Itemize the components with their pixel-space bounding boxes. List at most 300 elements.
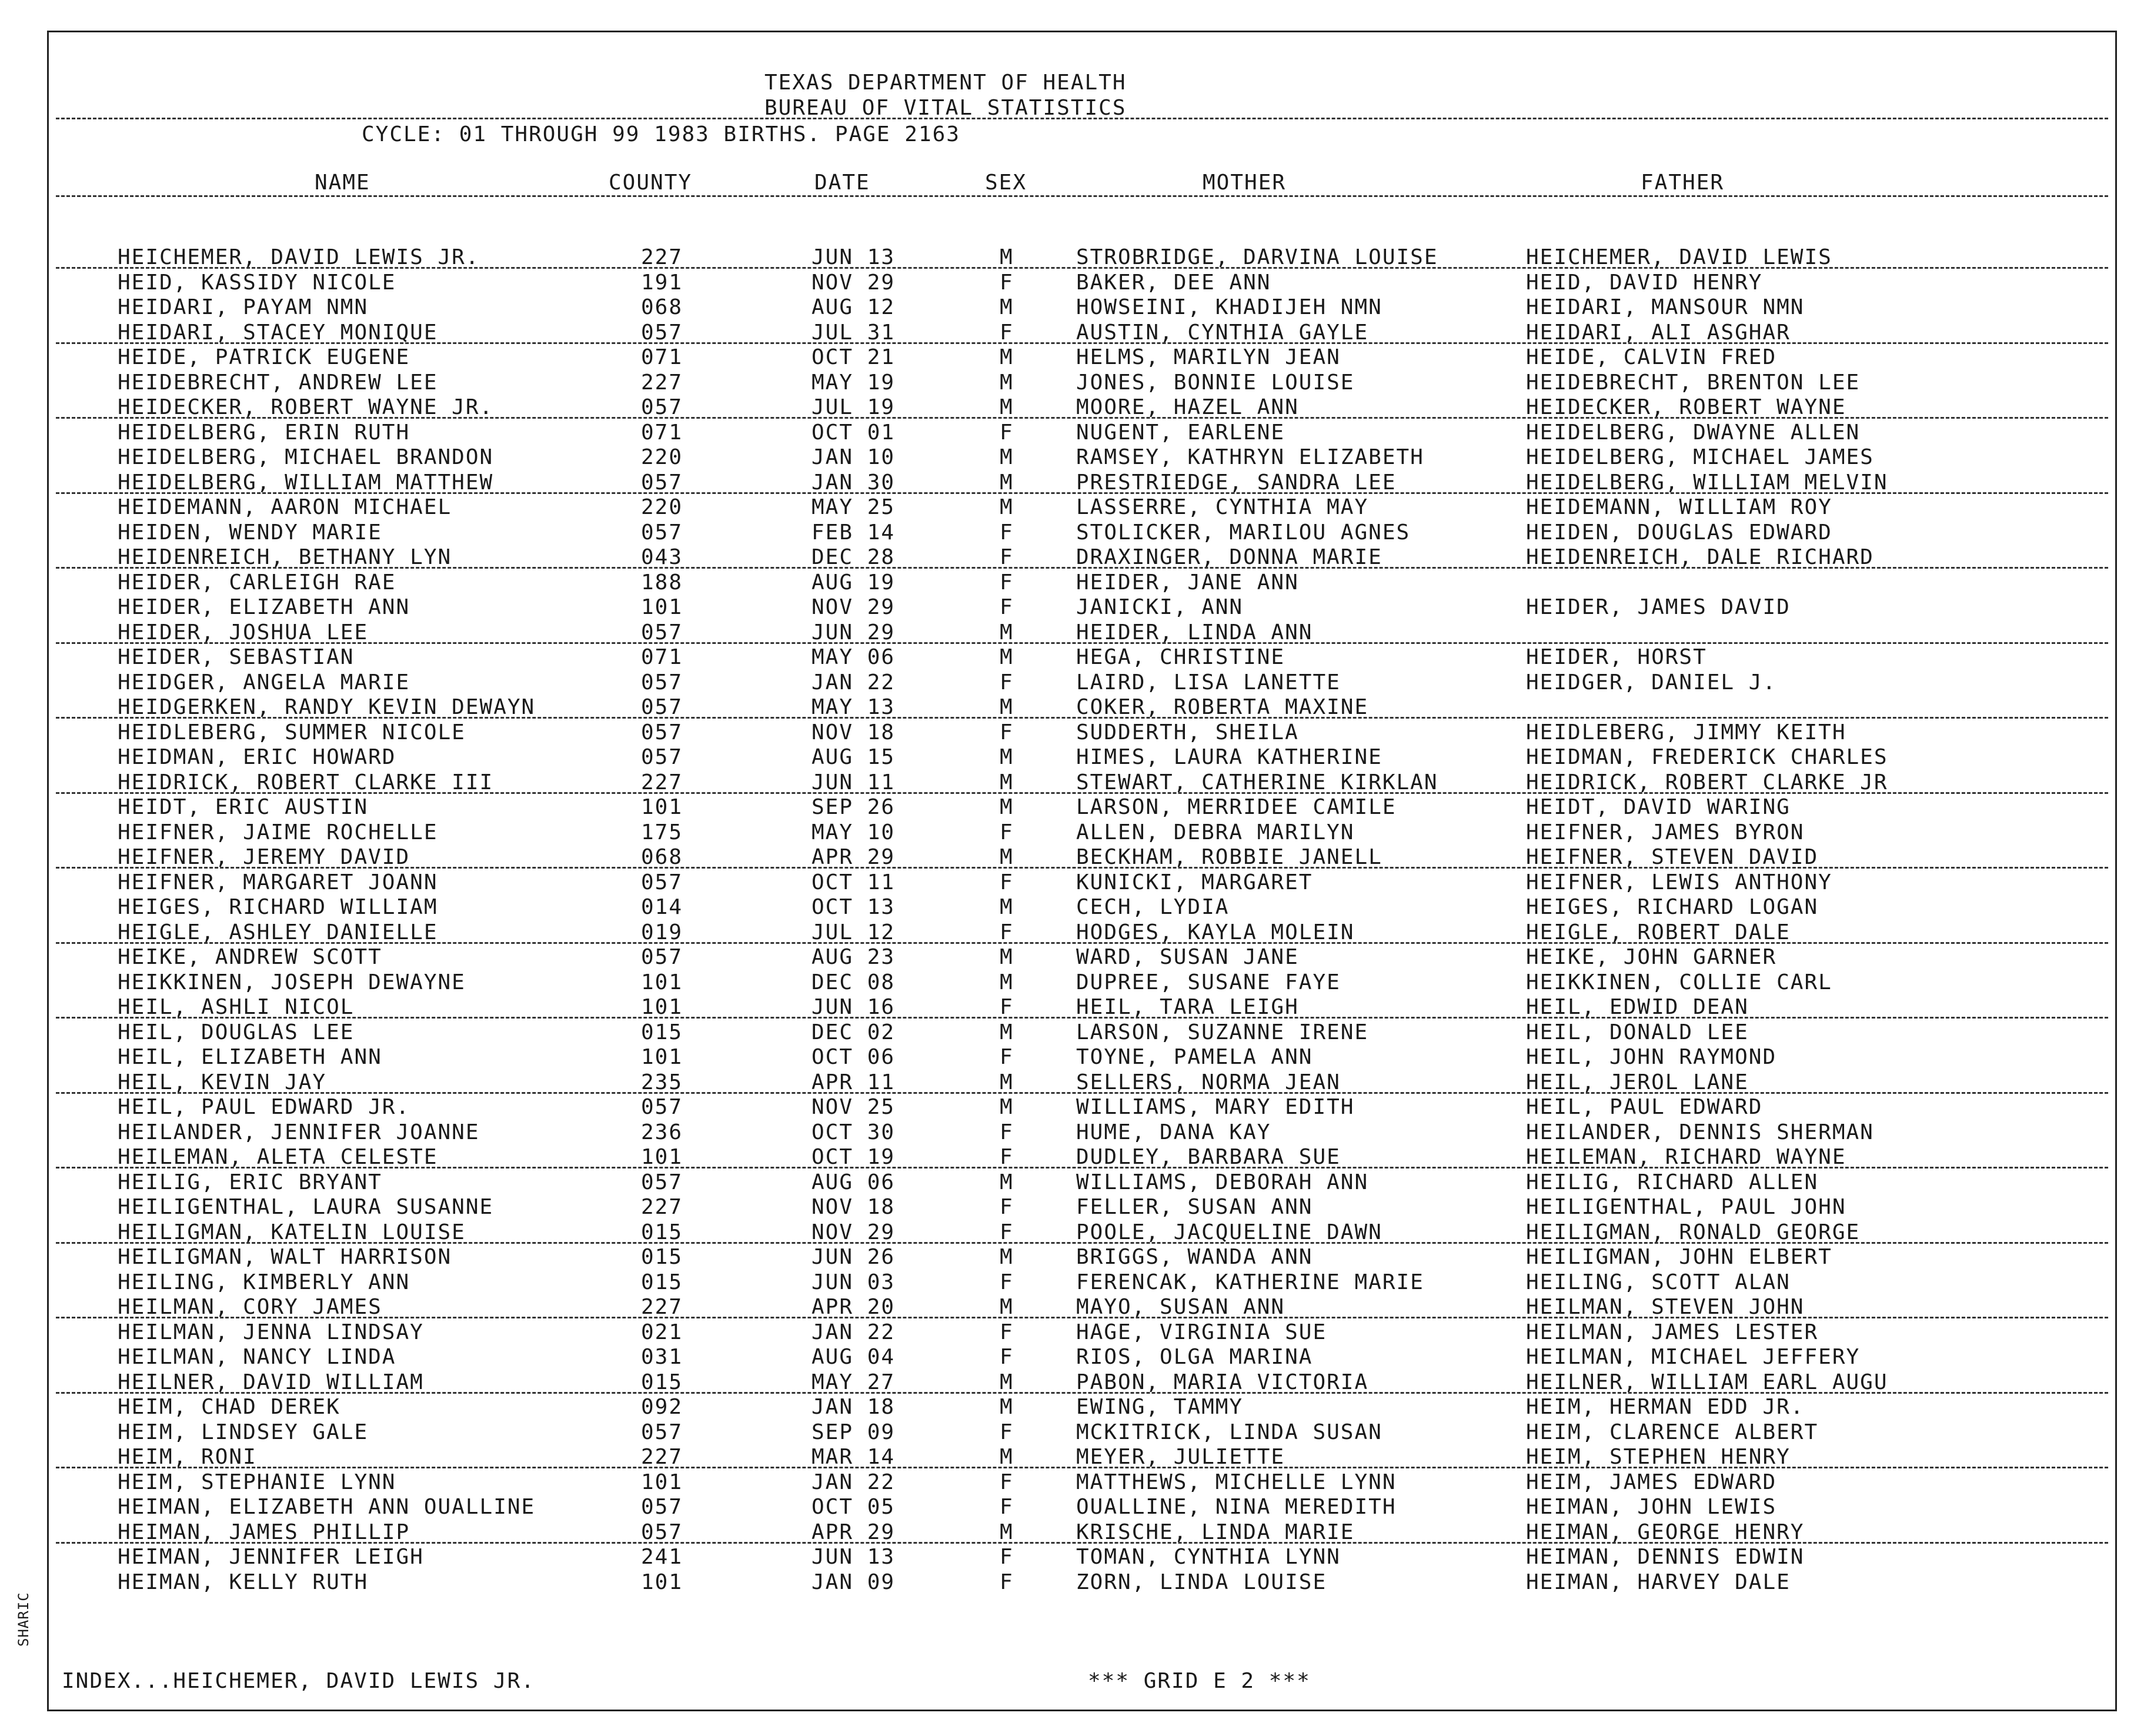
cell-mother: SUDDERTH, SHEILA — [1076, 720, 1299, 745]
table-row — [0, 1371, 2154, 1396]
cell-father: HEIDARI, ALI ASGHAR — [1526, 320, 1791, 345]
cell-mother: AUSTIN, CYNTHIA GAYLE — [1076, 320, 1369, 345]
cell-date: OCT 01 — [811, 420, 896, 445]
cell-date: AUG 06 — [811, 1170, 896, 1194]
table-row — [0, 721, 2154, 746]
cell-name: HEIDELBERG, WILLIAM MATTHEW — [118, 470, 494, 495]
cell-county: 057 — [641, 395, 683, 419]
table-row — [0, 1545, 2154, 1571]
cell-name: HEIL, ELIZABETH ANN — [118, 1045, 382, 1069]
cell-father: HEIDRICK, ROBERT CLARKE JR — [1526, 770, 1888, 794]
cell-county: 227 — [641, 370, 683, 395]
cell-mother: ZORN, LINDA LOUISE — [1076, 1570, 1327, 1594]
cell-name: HEIDLEBERG, SUMMER NICOLE — [118, 720, 466, 745]
cell-date: MAR 14 — [811, 1445, 896, 1469]
cell-mother: BAKER, DEE ANN — [1076, 270, 1271, 295]
cell-name: HEIDT, ERIC AUSTIN — [118, 795, 369, 819]
cell-county: 227 — [641, 245, 683, 269]
cell-sex: F — [1000, 270, 1014, 295]
table-row — [0, 1196, 2154, 1221]
cell-mother: HEIDER, LINDA ANN — [1076, 620, 1313, 645]
cell-mother: FELLER, SUSAN ANN — [1076, 1195, 1313, 1219]
cell-father: HEILEMAN, RICHARD WAYNE — [1526, 1145, 1846, 1169]
cell-county: 057 — [641, 1495, 683, 1519]
table-row — [0, 671, 2154, 696]
cell-date: MAY 13 — [811, 695, 896, 719]
cell-county: 227 — [641, 1195, 683, 1219]
cell-mother: NUGENT, EARLENE — [1076, 420, 1285, 445]
cell-mother: WARD, SUSAN JANE — [1076, 945, 1299, 969]
cell-county: 057 — [641, 1420, 683, 1444]
cell-county: 188 — [641, 570, 683, 595]
table-row — [0, 546, 2154, 571]
table-row — [0, 246, 2154, 271]
cell-sex: F — [1000, 320, 1014, 345]
cell-mother: HIMES, LAURA KATHERINE — [1076, 745, 1382, 769]
cell-sex: M — [1000, 445, 1014, 469]
table-row — [0, 1571, 2154, 1596]
cell-sex: M — [1000, 295, 1014, 319]
cell-name: HEIDRICK, ROBERT CLARKE III — [118, 770, 494, 794]
cell-father: HEIDGER, DANIEL J. — [1526, 670, 1777, 695]
cell-father: HEIM, CLARENCE ALBERT — [1526, 1420, 1819, 1444]
cell-father: HEIGLE, ROBERT DALE — [1526, 920, 1791, 944]
cell-county: 057 — [641, 945, 683, 969]
cell-sex: M — [1000, 1520, 1014, 1544]
cell-mother: OUALLINE, NINA MEREDITH — [1076, 1495, 1397, 1519]
side-label: SHARIC — [15, 1592, 32, 1647]
cell-sex: F — [1000, 1045, 1014, 1069]
cell-father: HEILNER, WILLIAM EARL AUGU — [1526, 1370, 1888, 1394]
cell-date: MAY 06 — [811, 645, 896, 669]
cell-county: 057 — [641, 720, 683, 745]
cell-date: FEB 14 — [811, 520, 896, 545]
cycle-line: CYCLE: 01 THROUGH 99 1983 BIRTHS. PAGE 2163 — [362, 122, 960, 146]
cell-mother: HUME, DANA KAY — [1076, 1120, 1271, 1144]
table-row — [0, 1296, 2154, 1321]
table-row — [0, 1521, 2154, 1546]
cell-father: HEIM, STEPHEN HENRY — [1526, 1445, 1791, 1469]
cell-mother: DUDLEY, BARBARA SUE — [1076, 1145, 1341, 1169]
col-header-mother: MOTHER — [1203, 171, 1287, 195]
cell-father: HEIKE, JOHN GARNER — [1526, 945, 1777, 969]
cell-county: 057 — [641, 470, 683, 495]
cell-mother: HAGE, VIRGINIA SUE — [1076, 1320, 1327, 1344]
cell-name: HEIDENREICH, BETHANY LYN — [118, 545, 452, 569]
cell-date: OCT 11 — [811, 870, 896, 894]
cell-date: APR 29 — [811, 1520, 896, 1544]
table-row — [0, 821, 2154, 846]
cell-date: OCT 13 — [811, 895, 896, 919]
cell-county: 015 — [641, 1220, 683, 1244]
col-header-name: NAME — [315, 171, 370, 195]
table-row — [0, 1171, 2154, 1196]
cell-father: HEILING, SCOTT ALAN — [1526, 1270, 1791, 1294]
cell-name: HEIDMAN, ERIC HOWARD — [118, 745, 396, 769]
cell-sex: F — [1000, 1545, 1014, 1569]
cell-mother: WILLIAMS, DEBORAH ANN — [1076, 1170, 1369, 1194]
table-row — [0, 846, 2154, 871]
cell-county: 101 — [641, 970, 683, 994]
cell-date: JUN 26 — [811, 1245, 896, 1269]
cell-county: 015 — [641, 1245, 683, 1269]
cell-county: 057 — [641, 1520, 683, 1544]
table-row — [0, 1421, 2154, 1446]
cell-sex: F — [1000, 720, 1014, 745]
cell-name: HEIL, DOUGLAS LEE — [118, 1020, 355, 1044]
table-row — [0, 996, 2154, 1021]
cell-county: 068 — [641, 295, 683, 319]
cell-county: 101 — [641, 995, 683, 1019]
cell-father: HEIMAN, GEORGE HENRY — [1526, 1520, 1805, 1544]
cell-father: HEIDELBERG, MICHAEL JAMES — [1526, 445, 1874, 469]
table-row — [0, 296, 2154, 321]
cell-father: HEIDT, DAVID WARING — [1526, 795, 1791, 819]
cell-county: 101 — [641, 1045, 683, 1069]
table-row — [0, 321, 2154, 346]
cell-father: HEIFNER, JAMES BYRON — [1526, 820, 1805, 844]
cell-sex: F — [1000, 420, 1014, 445]
cell-sex: M — [1000, 745, 1014, 769]
cell-sex: F — [1000, 820, 1014, 844]
table-row — [0, 1321, 2154, 1346]
col-header-county: COUNTY — [609, 171, 693, 195]
cell-sex: M — [1000, 1370, 1014, 1394]
table-row — [0, 1445, 2154, 1471]
cell-county: 220 — [641, 495, 683, 519]
cell-mother: WILLIAMS, MARY EDITH — [1076, 1095, 1355, 1119]
cell-sex: M — [1000, 620, 1014, 645]
cell-father: HEIDMAN, FREDERICK CHARLES — [1526, 745, 1888, 769]
cell-father: HEIL, JEROL LANE — [1526, 1070, 1749, 1094]
cell-father: HEIMAN, DENNIS EDWIN — [1526, 1545, 1805, 1569]
table-row — [0, 1271, 2154, 1296]
cell-name: HEILMAN, NANCY LINDA — [118, 1345, 396, 1369]
cell-father: HEIDELBERG, WILLIAM MELVIN — [1526, 470, 1888, 495]
cell-father: HEIL, DONALD LEE — [1526, 1020, 1749, 1044]
cell-date: JUN 29 — [811, 620, 896, 645]
cell-father: HEIDECKER, ROBERT WAYNE — [1526, 395, 1846, 419]
table-row — [0, 746, 2154, 771]
cell-mother: LARSON, SUZANNE IRENE — [1076, 1020, 1369, 1044]
cell-county: 057 — [641, 320, 683, 345]
cell-name: HEIDGER, ANGELA MARIE — [118, 670, 410, 695]
cell-father: HEIM, JAMES EDWARD — [1526, 1470, 1777, 1494]
cell-county: 021 — [641, 1320, 683, 1344]
cell-father: HEILMAN, STEVEN JOHN — [1526, 1295, 1805, 1319]
header-subtitle: BUREAU OF VITAL STATISTICS — [764, 96, 1127, 120]
cell-mother: LAIRD, LISA LANETTE — [1076, 670, 1341, 695]
cell-county: 227 — [641, 1445, 683, 1469]
cell-mother: RAMSEY, KATHRYN ELIZABETH — [1076, 445, 1424, 469]
cell-father: HEIL, EDWID DEAN — [1526, 995, 1749, 1019]
cell-sex: M — [1000, 845, 1014, 869]
cell-county: 235 — [641, 1070, 683, 1094]
cell-date: AUG 23 — [811, 945, 896, 969]
table-row — [0, 571, 2154, 596]
cell-date: OCT 05 — [811, 1495, 896, 1519]
cell-date: JAN 10 — [811, 445, 896, 469]
cell-date: DEC 02 — [811, 1020, 896, 1044]
cell-mother: HOWSEINI, KHADIJEH NMN — [1076, 295, 1382, 319]
cell-name: HEIDER, ELIZABETH ANN — [118, 595, 410, 619]
cell-date: MAY 10 — [811, 820, 896, 844]
cell-name: HEIGLE, ASHLEY DANIELLE — [118, 920, 438, 944]
cell-mother: STOLICKER, MARILOU AGNES — [1076, 520, 1411, 545]
cell-county: 101 — [641, 1470, 683, 1494]
footer-grid: *** GRID E 2 *** — [1088, 1669, 1311, 1693]
table-row — [0, 971, 2154, 996]
cell-sex: M — [1000, 1170, 1014, 1194]
table-row — [0, 471, 2154, 496]
cell-mother: JANICKI, ANN — [1076, 595, 1244, 619]
cell-county: 071 — [641, 345, 683, 369]
cell-name: HEIDE, PATRICK EUGENE — [118, 345, 410, 369]
footer-index: INDEX...HEICHEMER, DAVID LEWIS JR. — [62, 1669, 535, 1693]
cell-mother: JONES, BONNIE LOUISE — [1076, 370, 1355, 395]
cell-name: HEIM, LINDSEY GALE — [118, 1420, 369, 1444]
table-row — [0, 1071, 2154, 1096]
cell-sex: M — [1000, 470, 1014, 495]
cell-name: HEIDER, CARLEIGH RAE — [118, 570, 396, 595]
table-row — [0, 771, 2154, 796]
cell-county: 101 — [641, 1145, 683, 1169]
cell-county: 092 — [641, 1395, 683, 1419]
cell-name: HEILING, KIMBERLY ANN — [118, 1270, 410, 1294]
cell-date: AUG 19 — [811, 570, 896, 595]
cell-mother: BECKHAM, ROBBIE JANELL — [1076, 845, 1382, 869]
col-header-father: FATHER — [1641, 171, 1725, 195]
cell-father: HEIDEBRECHT, BRENTON LEE — [1526, 370, 1861, 395]
cell-name: HEILEMAN, ALETA CELESTE — [118, 1145, 438, 1169]
cell-name: HEIMAN, JAMES PHILLIP — [118, 1520, 410, 1544]
cell-county: 015 — [641, 1370, 683, 1394]
cell-county: 057 — [641, 695, 683, 719]
cell-name: HEIDEBRECHT, ANDREW LEE — [118, 370, 438, 395]
cell-sex: F — [1000, 1120, 1014, 1144]
table-row — [0, 871, 2154, 896]
table-row — [0, 496, 2154, 521]
cell-name: HEILIGMAN, KATELIN LOUISE — [118, 1220, 466, 1244]
cell-sex: F — [1000, 520, 1014, 545]
cell-name: HEILIGENTHAL, LAURA SUSANNE — [118, 1195, 494, 1219]
cell-name: HEIDARI, PAYAM NMN — [118, 295, 369, 319]
cell-name: HEILMAN, JENNA LINDSAY — [118, 1320, 424, 1344]
cell-father: HEILIGMAN, JOHN ELBERT — [1526, 1245, 1832, 1269]
table-row — [0, 696, 2154, 721]
cell-mother: TOYNE, PAMELA ANN — [1076, 1045, 1313, 1069]
cell-name: HEIDECKER, ROBERT WAYNE JR. — [118, 395, 494, 419]
cell-father: HEIDLEBERG, JIMMY KEITH — [1526, 720, 1846, 745]
cell-name: HEIDEN, WENDY MARIE — [118, 520, 382, 545]
cell-sex: M — [1000, 1020, 1014, 1044]
cell-county: 241 — [641, 1545, 683, 1569]
cell-mother: LASSERRE, CYNTHIA MAY — [1076, 495, 1369, 519]
table-row — [0, 396, 2154, 421]
cell-sex: F — [1000, 1195, 1014, 1219]
cell-date: AUG 15 — [811, 745, 896, 769]
cell-county: 071 — [641, 645, 683, 669]
cell-name: HEILANDER, JENNIFER JOANNE — [118, 1120, 480, 1144]
cell-date: AUG 12 — [811, 295, 896, 319]
cell-date: APR 20 — [811, 1295, 896, 1319]
table-row — [0, 1146, 2154, 1171]
cell-county: 068 — [641, 845, 683, 869]
cell-date: SEP 09 — [811, 1420, 896, 1444]
cell-date: NOV 29 — [811, 270, 896, 295]
cell-sex: F — [1000, 995, 1014, 1019]
cell-mother: PRESTRIEDGE, SANDRA LEE — [1076, 470, 1397, 495]
cell-father: HEIDEN, DOUGLAS EDWARD — [1526, 520, 1832, 545]
header-divider — [56, 118, 2108, 119]
cell-mother: COKER, ROBERTA MAXINE — [1076, 695, 1369, 719]
cell-sex: M — [1000, 795, 1014, 819]
cell-county: 101 — [641, 1570, 683, 1594]
cell-date: APR 29 — [811, 845, 896, 869]
cell-mother: DRAXINGER, DONNA MARIE — [1076, 545, 1382, 569]
cell-county: 175 — [641, 820, 683, 844]
cell-mother: KUNICKI, MARGARET — [1076, 870, 1313, 894]
cell-county: 057 — [641, 870, 683, 894]
cell-sex: M — [1000, 1095, 1014, 1119]
cell-date: NOV 18 — [811, 720, 896, 745]
cell-father: HEIMAN, HARVEY DALE — [1526, 1570, 1791, 1594]
cell-county: 057 — [641, 670, 683, 695]
cell-sex: F — [1000, 1345, 1014, 1369]
cell-name: HEIL, ASHLI NICOL — [118, 995, 355, 1019]
table-row — [0, 596, 2154, 621]
cell-mother: LARSON, MERRIDEE CAMILE — [1076, 795, 1397, 819]
cell-mother: TOMAN, CYNTHIA LYNN — [1076, 1545, 1341, 1569]
cell-mother: EWING, TAMMY — [1076, 1395, 1244, 1419]
cell-mother: FERENCAK, KATHERINE MARIE — [1076, 1270, 1424, 1294]
cell-date: MAY 25 — [811, 495, 896, 519]
cell-father: HEIDE, CALVIN FRED — [1526, 345, 1777, 369]
cell-county: 015 — [641, 1020, 683, 1044]
records-table — [0, 246, 2154, 1595]
table-row — [0, 1221, 2154, 1246]
header-title: TEXAS DEPARTMENT OF HEALTH — [764, 71, 1127, 95]
cell-name: HEIDER, JOSHUA LEE — [118, 620, 369, 645]
cell-father: HEIDENREICH, DALE RICHARD — [1526, 545, 1874, 569]
cell-father: HEILIG, RICHARD ALLEN — [1526, 1170, 1819, 1194]
cell-date: SEP 26 — [811, 795, 896, 819]
table-row — [0, 1021, 2154, 1046]
cell-name: HEILIGMAN, WALT HARRISON — [118, 1245, 452, 1269]
cell-date: JUL 31 — [811, 320, 896, 345]
cell-name: HEILMAN, CORY JAMES — [118, 1295, 382, 1319]
cell-name: HEIDGERKEN, RANDY KEVIN DEWAYN — [118, 695, 536, 719]
cell-date: JUL 19 — [811, 395, 896, 419]
col-header-sex: SEX — [985, 171, 1027, 195]
cell-county: 015 — [641, 1270, 683, 1294]
cell-sex: M — [1000, 370, 1014, 395]
cell-mother: MAYO, SUSAN ANN — [1076, 1295, 1285, 1319]
table-row — [0, 796, 2154, 821]
cell-name: HEIM, CHAD DEREK — [118, 1395, 340, 1419]
cell-sex: F — [1000, 1220, 1014, 1244]
cell-sex: M — [1000, 945, 1014, 969]
cell-date: JAN 22 — [811, 670, 896, 695]
cell-mother: MATTHEWS, MICHELLE LYNN — [1076, 1470, 1397, 1494]
table-row — [0, 371, 2154, 396]
cell-county: 014 — [641, 895, 683, 919]
cell-county: 057 — [641, 520, 683, 545]
cell-date: DEC 08 — [811, 970, 896, 994]
cell-father: HEIL, JOHN RAYMOND — [1526, 1045, 1777, 1069]
cell-name: HEIL, KEVIN JAY — [118, 1070, 327, 1094]
cell-sex: F — [1000, 1270, 1014, 1294]
table-row — [0, 896, 2154, 921]
cell-date: JUN 11 — [811, 770, 896, 794]
cell-county: 071 — [641, 420, 683, 445]
cell-mother: BRIGGS, WANDA ANN — [1076, 1245, 1313, 1269]
cell-county: 220 — [641, 445, 683, 469]
cell-date: NOV 29 — [811, 595, 896, 619]
cell-mother: HEIDER, JANE ANN — [1076, 570, 1299, 595]
cell-date: JUN 13 — [811, 245, 896, 269]
table-row — [0, 1246, 2154, 1271]
cell-sex: F — [1000, 1420, 1014, 1444]
cell-father: HEIFNER, LEWIS ANTHONY — [1526, 870, 1832, 894]
cell-sex: M — [1000, 1070, 1014, 1094]
cell-name: HEIM, RONI — [118, 1445, 257, 1469]
cell-mother: STROBRIDGE, DARVINA LOUISE — [1076, 245, 1438, 269]
cell-father: HEIDER, JAMES DAVID — [1526, 595, 1791, 619]
cell-name: HEIDEMANN, AARON MICHAEL — [118, 495, 452, 519]
cell-date: OCT 06 — [811, 1045, 896, 1069]
cell-county: 236 — [641, 1120, 683, 1144]
cell-name: HEICHEMER, DAVID LEWIS JR. — [118, 245, 480, 269]
table-row — [0, 271, 2154, 296]
table-row — [0, 921, 2154, 946]
cell-sex: F — [1000, 1320, 1014, 1344]
cell-father: HEILIGENTHAL, PAUL JOHN — [1526, 1195, 1846, 1219]
table-row — [0, 1096, 2154, 1121]
cell-county: 227 — [641, 1295, 683, 1319]
cell-father: HEILMAN, MICHAEL JEFFERY — [1526, 1345, 1861, 1369]
cell-date: JAN 22 — [811, 1470, 896, 1494]
cell-sex: F — [1000, 1145, 1014, 1169]
cell-county: 043 — [641, 545, 683, 569]
cell-county: 101 — [641, 795, 683, 819]
cell-mother: KRISCHE, LINDA MARIE — [1076, 1520, 1355, 1544]
cell-name: HEIDELBERG, MICHAEL BRANDON — [118, 445, 494, 469]
cell-sex: M — [1000, 1395, 1014, 1419]
cell-name: HEIKKINEN, JOSEPH DEWAYNE — [118, 970, 466, 994]
cell-name: HEILNER, DAVID WILLIAM — [118, 1370, 424, 1394]
cell-mother: CECH, LYDIA — [1076, 895, 1230, 919]
cell-date: JAN 18 — [811, 1395, 896, 1419]
cell-sex: M — [1000, 645, 1014, 669]
column-header-divider — [56, 195, 2108, 197]
cell-date: NOV 25 — [811, 1095, 896, 1119]
cell-name: HEIM, STEPHANIE LYNN — [118, 1470, 396, 1494]
cell-sex: M — [1000, 895, 1014, 919]
cell-sex: F — [1000, 1570, 1014, 1594]
cell-mother: ALLEN, DEBRA MARILYN — [1076, 820, 1355, 844]
cell-name: HEIDARI, STACEY MONIQUE — [118, 320, 438, 345]
cell-county: 227 — [641, 770, 683, 794]
cell-sex: M — [1000, 1295, 1014, 1319]
cell-sex: M — [1000, 970, 1014, 994]
cell-sex: M — [1000, 395, 1014, 419]
cell-name: HEIGES, RICHARD WILLIAM — [118, 895, 438, 919]
cell-date: AUG 04 — [811, 1345, 896, 1369]
cell-date: OCT 19 — [811, 1145, 896, 1169]
cell-name: HEILIG, ERIC BRYANT — [118, 1170, 382, 1194]
cell-sex: M — [1000, 495, 1014, 519]
